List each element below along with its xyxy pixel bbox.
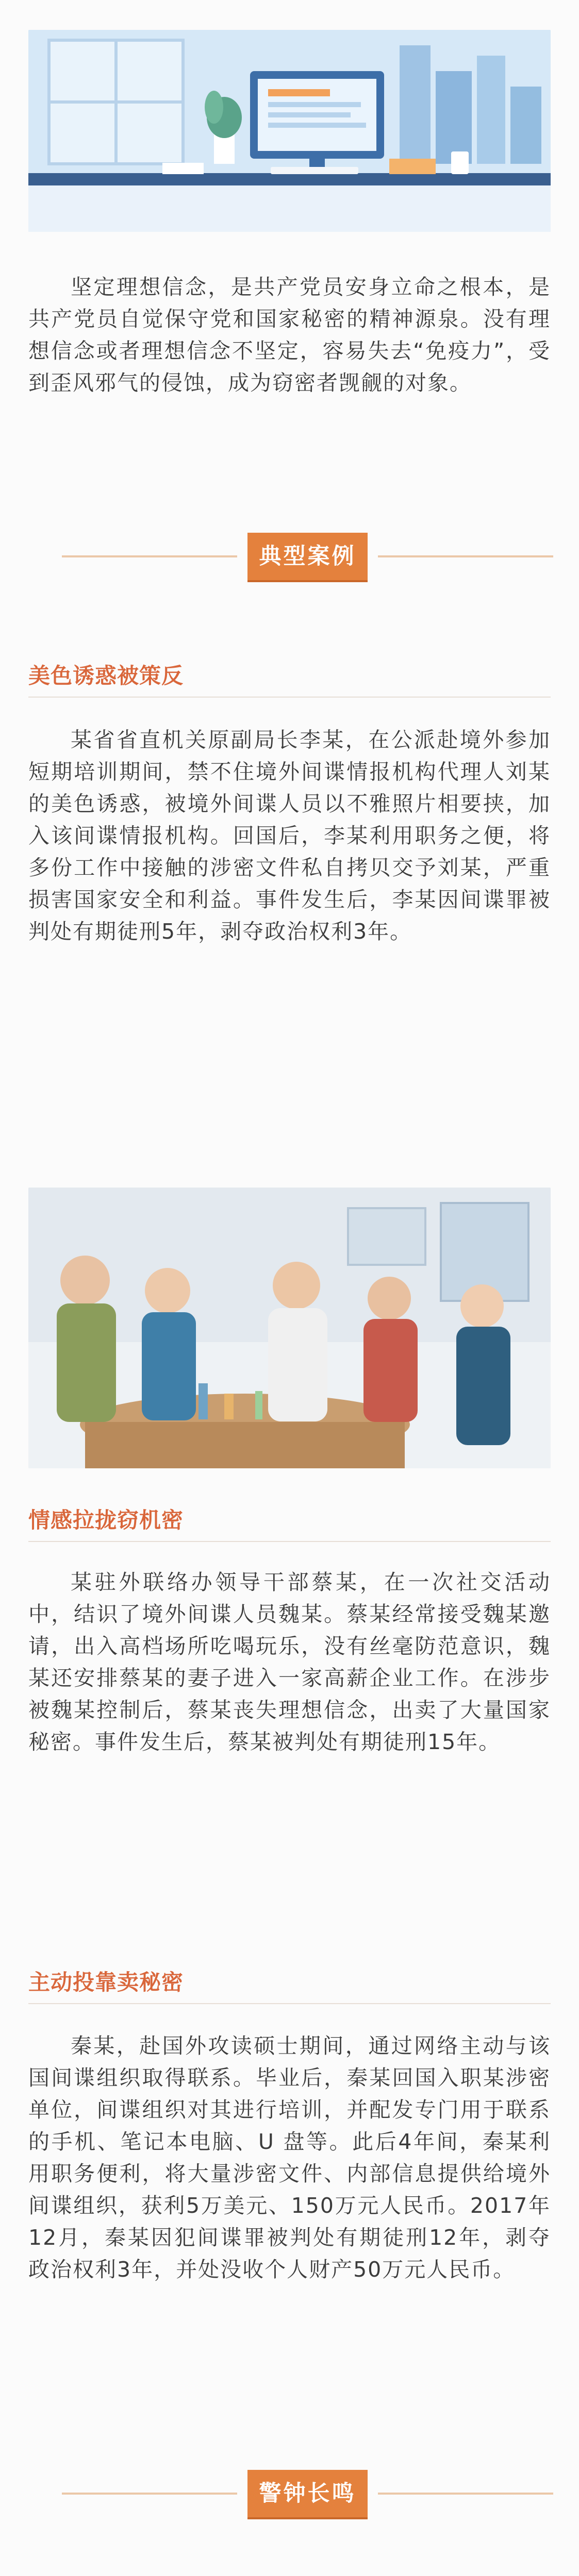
banner-warning: 警钟长鸣 xyxy=(247,2470,368,2517)
office-desk-scene xyxy=(28,30,551,232)
banner-typical-cases: 典型案例 xyxy=(247,533,368,580)
meeting-scene xyxy=(28,1188,551,1468)
case3-paragraph: 秦某，赴国外攻读硕士期间，通过网络主动与该国间谍组织取得联系。毕业后，秦某回国入职某涉密单位，间谍组织对其进行培训，并配发专门用于联系的手机、笔记本电脑、U 盘等。此后4年间，秦某利用职务便利，将大量涉密文件、内部信息提供给境外间谍组织，获利5万美元、150万元人民币。2017年12月，秦某因犯间谍罪被判处有期徒刑12年，剥夺政治权利3年，并处没收个人财产50万元人民币。 xyxy=(28,2033,551,2282)
case3-title: 主动投靠卖秘密 xyxy=(28,1970,184,1995)
intro-paragraph: 坚定理想信念，是共产党员安身立命之根本，是共产党员自觉保守党和国家秘密的精神源泉。没有理想信念或者理想信念不坚定，容易失去“免疫力”，受到歪风邪气的侵蚀，成为窃密者觊觎的对象。 xyxy=(28,275,551,395)
banner-divider-left xyxy=(62,555,237,557)
case1-title-divider xyxy=(28,697,551,698)
case3-title-divider xyxy=(28,2003,551,2004)
case2-title: 情感拉拢窃机密 xyxy=(28,1507,184,1533)
office-desk-illustration xyxy=(28,30,551,232)
case2-title-divider xyxy=(28,1541,551,1542)
banner-divider-right xyxy=(378,555,553,557)
case1-paragraph: 某省省直机关原副局长李某，在公派赴境外参加短期培训期间，禁不住境外间谍情报机构代理人刘某的美色诱惑，被境外间谍人员以不雅照片相要挟，加入该间谍情报机构。回国后，李某利用职务之便，将多份工作中接触的涉密文件私自拷贝交予刘某，严重损害国家安全和利益。事件发生后，李某因间谍罪被判处有期徒刑5年，剥夺政治权利3年。 xyxy=(28,727,551,944)
banner2-divider-right xyxy=(378,2493,553,2495)
banner2-divider-left xyxy=(62,2493,237,2495)
case2-paragraph: 某驻外联络办领导干部蔡某，在一次社交活动中，结识了境外间谍人员魏某。蔡某经常接受魏某邀请，出入高档场所吃喝玩乐，没有丝毫防范意识，魏某还安排蔡某的妻子进入一家高薪企业工作。在涉步被魏某控制后，蔡某丧失理想信念，出卖了大量国家秘密。事件发生后，蔡某被判处有期徒刑15年。 xyxy=(28,1570,551,1754)
case1-title: 美色诱惑被策反 xyxy=(28,663,184,688)
meeting-illustration xyxy=(28,1188,551,1468)
